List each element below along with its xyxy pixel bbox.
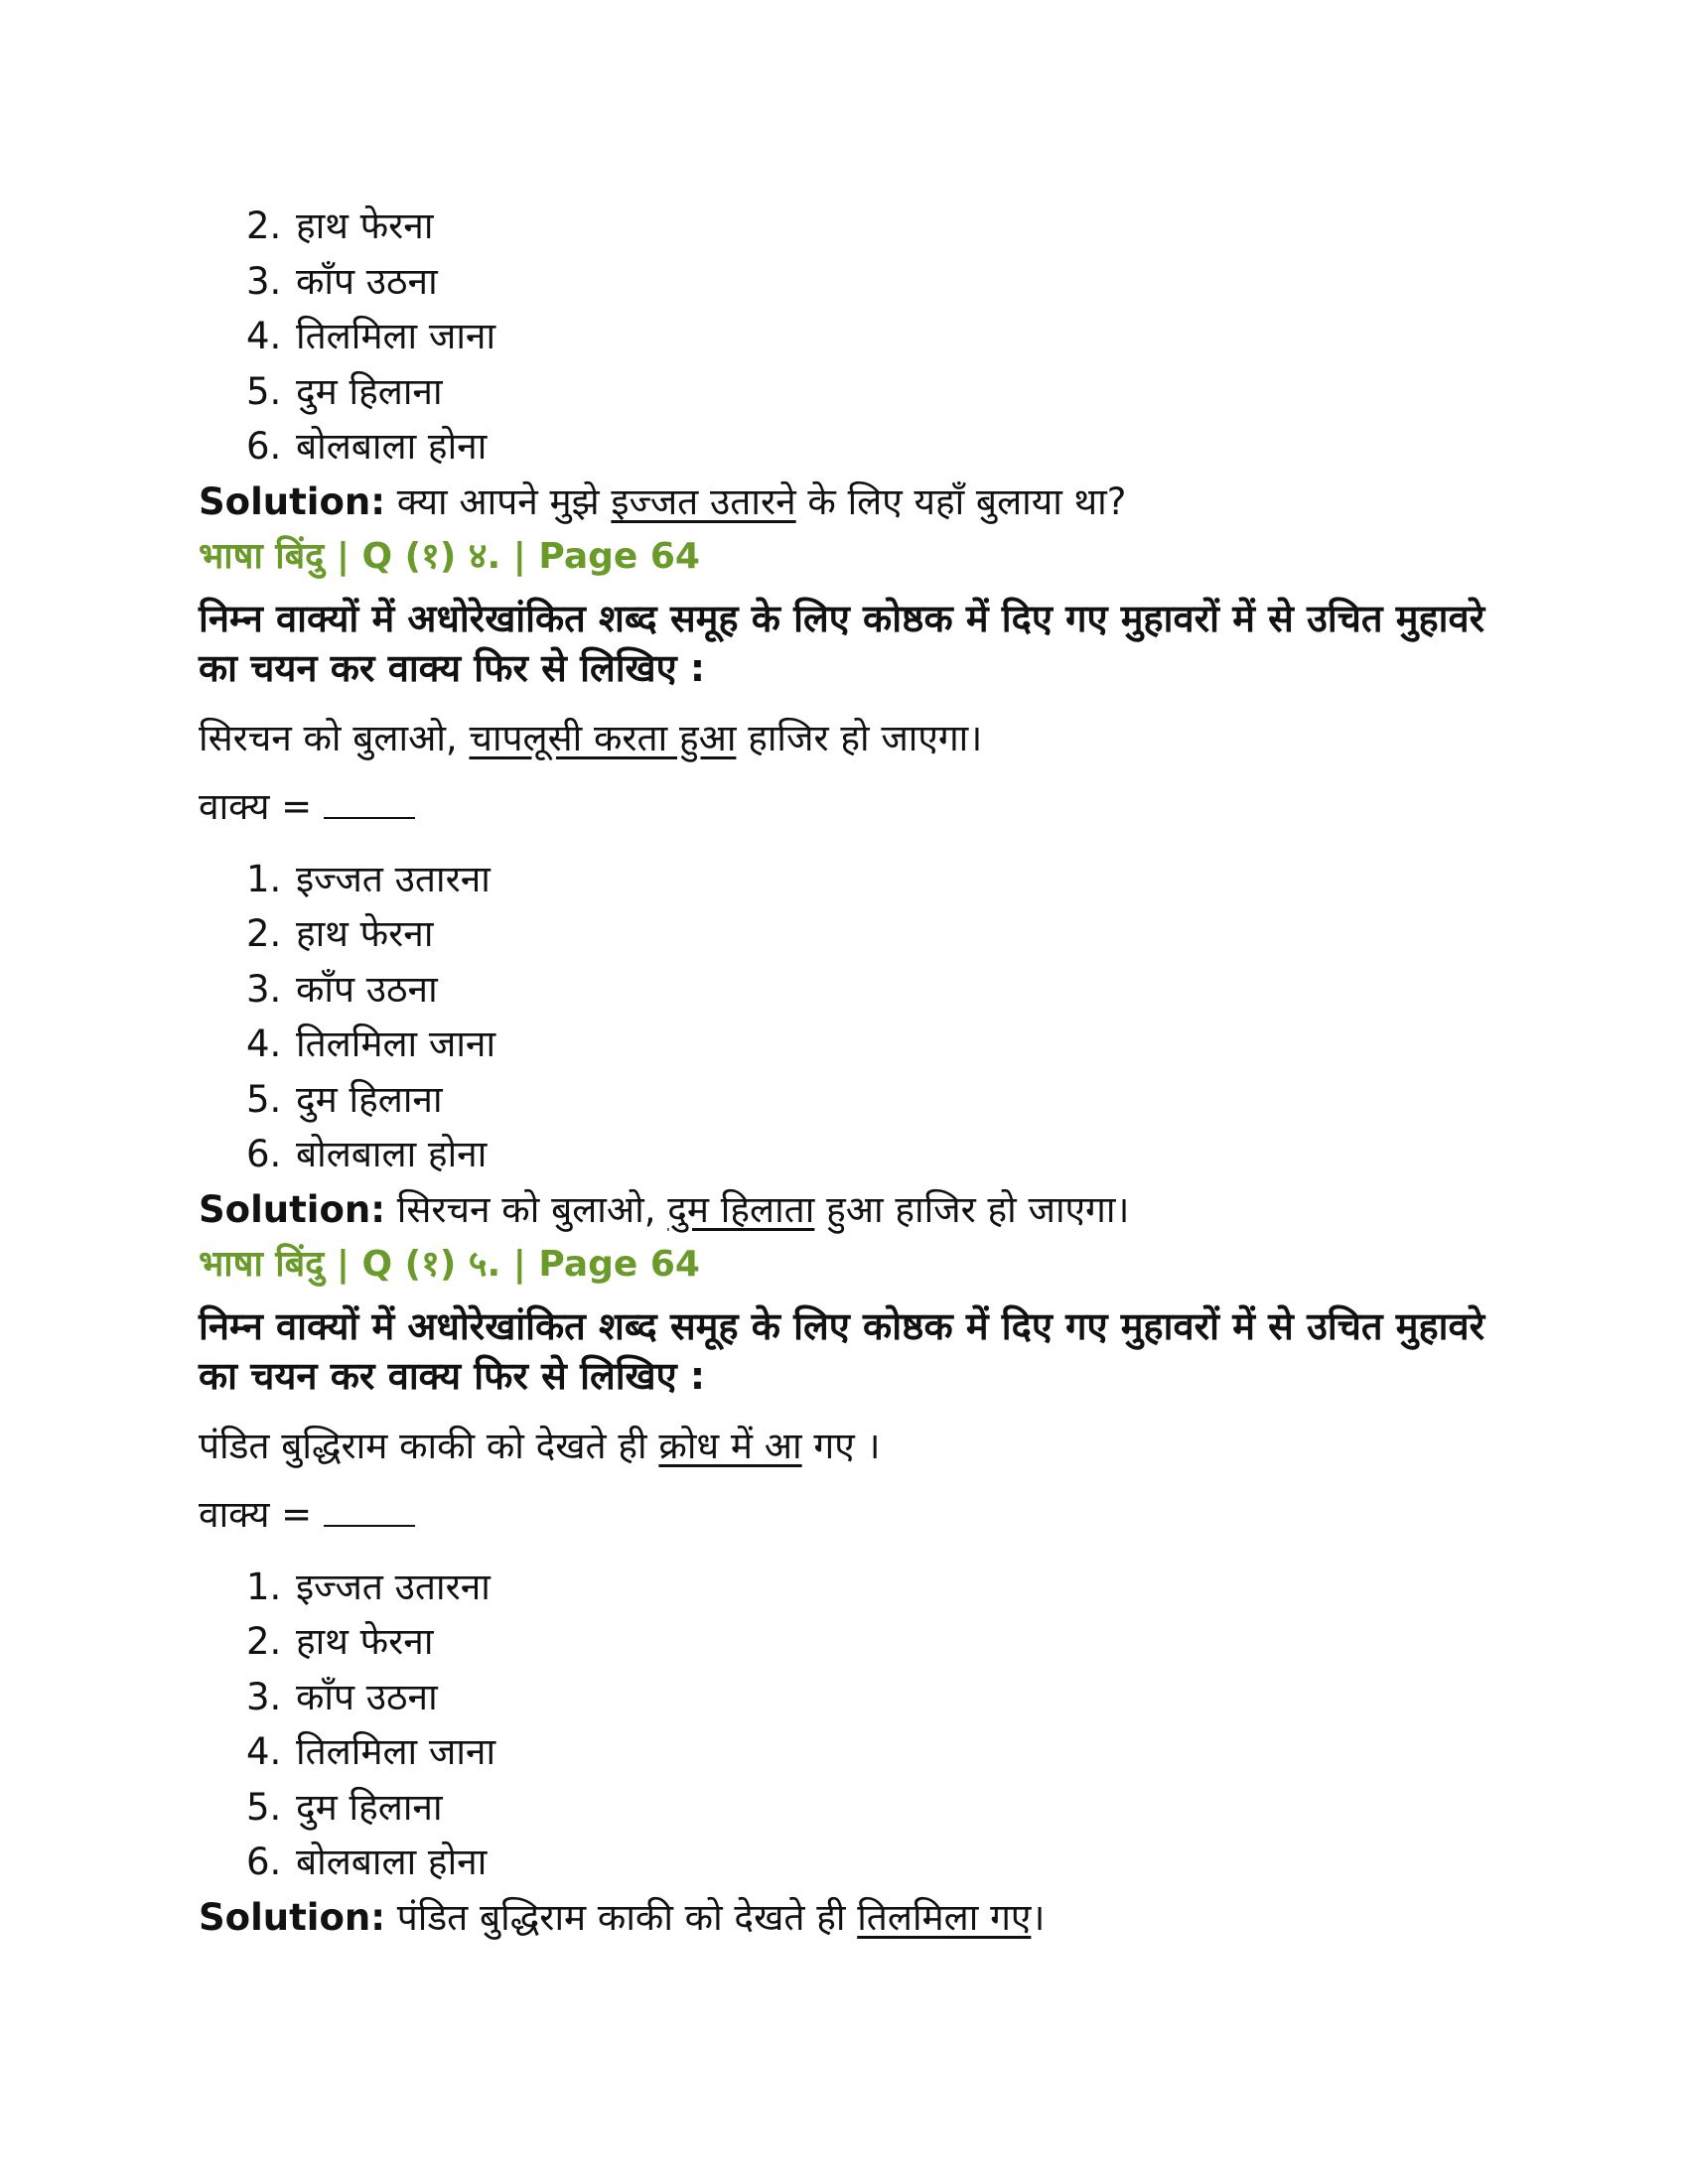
option-text: हाथ फेरना (296, 912, 434, 955)
option-text: काँप उठना (296, 1675, 438, 1718)
option-number: 1. (246, 1565, 282, 1608)
solution-label: Solution: (199, 479, 386, 523)
sentence-underlined-text: चापलूसी करता हुआ (469, 716, 737, 759)
sentence-text: सिरचन को बुलाओ, (199, 716, 470, 759)
solution (199, 1890, 1489, 1945)
answer-blank (324, 787, 415, 819)
solution-label: Solution: (199, 1187, 386, 1231)
solution (199, 1182, 1489, 1237)
solution-text: क्या आपने मुझे (385, 479, 612, 523)
option-number: 5. (246, 369, 282, 413)
list-item (246, 1127, 1489, 1182)
option-text: बोलबाला होना (296, 1841, 488, 1883)
list-item (246, 1670, 1489, 1725)
question-instruction: निम्न वाक्यों में अधोरेखांकित शब्द समूह के लिए कोष्ठक में दिए गए मुहावरों में से उचित मुहावरे का चयन कर वाक्य फिर से लिखिए : (199, 596, 1485, 690)
question-sentence (199, 711, 1489, 765)
sentence-underlined-text: क्रोध में आ (658, 1424, 802, 1467)
solution-text: सिरचन को बुलाओ, (385, 1187, 668, 1231)
list-item (246, 254, 1489, 310)
list-item (246, 1780, 1489, 1836)
solution-label: Solution: (199, 1895, 386, 1939)
option-number: 5. (246, 1077, 282, 1121)
sentence-text: पंडित बुद्धिराम काकी को देखते ही (199, 1424, 659, 1467)
solution-text-end: । (1031, 1895, 1046, 1939)
list-item (246, 1835, 1489, 1890)
options-list (199, 852, 1489, 1182)
question-section-5 (199, 1237, 1489, 1945)
option-number: 3. (246, 967, 282, 1011)
option-text: तिलमिला जाना (296, 1730, 496, 1773)
answer-line (199, 779, 1489, 834)
option-text: इज्जत उतारना (296, 1565, 491, 1608)
option-text: बोलबाला होना (296, 1133, 488, 1175)
list-item (246, 1560, 1489, 1615)
option-number: 2. (246, 205, 282, 247)
solution-underlined-text: दुम हिलाता (667, 1187, 815, 1231)
option-text: तिलमिला जाना (296, 1023, 496, 1065)
option-number: 4. (246, 315, 282, 357)
option-text: हाथ फेरना (296, 205, 434, 247)
list-item (246, 1724, 1489, 1780)
solution-text-end: के लिए यहाँ बुलाया था? (795, 479, 1127, 523)
question-heading: भाषा बिंदु | Q (१) ५. | Page 64 (199, 1243, 700, 1285)
option-number: 5. (246, 1785, 282, 1829)
option-number: 6. (246, 1841, 282, 1883)
option-text: हाथ फेरना (296, 1620, 434, 1663)
list-item (246, 906, 1489, 962)
option-number: 2. (246, 1620, 282, 1663)
option-text: काँप उठना (296, 967, 438, 1011)
option-number: 6. (246, 425, 282, 468)
option-number: 6. (246, 1133, 282, 1175)
list-item (246, 419, 1489, 475)
question-instruction: निम्न वाक्यों में अधोरेखांकित शब्द समूह के लिए कोष्ठक में दिए गए मुहावरों में से उचित मुहावरे का चयन कर वाक्य फिर से लिखिए : (199, 1303, 1485, 1398)
top-options-list (199, 199, 1489, 475)
option-text: काँप उठना (296, 259, 438, 303)
document-page (199, 199, 1489, 1945)
question-sentence (199, 1419, 1489, 1473)
list-item (246, 1072, 1489, 1128)
sentence-text-end: गए । (801, 1424, 881, 1467)
top-solution (199, 475, 1489, 529)
solution-text-end: हुआ हाजिर हो जाएगा। (814, 1187, 1130, 1231)
option-number: 4. (246, 1023, 282, 1065)
option-number: 3. (246, 259, 282, 303)
question-heading: भाषा बिंदु | Q (१) ४. | Page 64 (199, 535, 700, 577)
list-item (246, 199, 1489, 254)
question-section-4 (199, 529, 1489, 1237)
option-number: 3. (246, 1675, 282, 1718)
answer-line (199, 1487, 1489, 1542)
option-number: 4. (246, 1730, 282, 1773)
solution-underlined-text: इज्जत उतारने (611, 479, 796, 523)
answer-blank (324, 1495, 415, 1527)
option-text: बोलबाला होना (296, 425, 488, 468)
option-text: दुम हिलाना (296, 369, 443, 413)
vakya-label: वाक्य = (199, 1492, 324, 1536)
option-text: इज्जत उतारना (296, 857, 491, 900)
sentence-text-end: हाजिर हो जाएगा। (736, 716, 983, 759)
options-list (199, 1560, 1489, 1890)
option-number: 2. (246, 912, 282, 955)
solution-text: पंडित बुद्धिराम काकी को देखते ही (385, 1895, 858, 1939)
vakya-label: वाक्य = (199, 784, 324, 828)
solution-underlined-text: तिलमिला गए (857, 1895, 1032, 1939)
option-text: तिलमिला जाना (296, 315, 496, 357)
list-item (246, 852, 1489, 907)
list-item (246, 309, 1489, 364)
option-text: दुम हिलाना (296, 1785, 443, 1829)
option-number: 1. (246, 857, 282, 900)
list-item (246, 364, 1489, 420)
option-text: दुम हिलाना (296, 1077, 443, 1121)
list-item (246, 1017, 1489, 1072)
list-item (246, 1614, 1489, 1670)
list-item (246, 962, 1489, 1018)
